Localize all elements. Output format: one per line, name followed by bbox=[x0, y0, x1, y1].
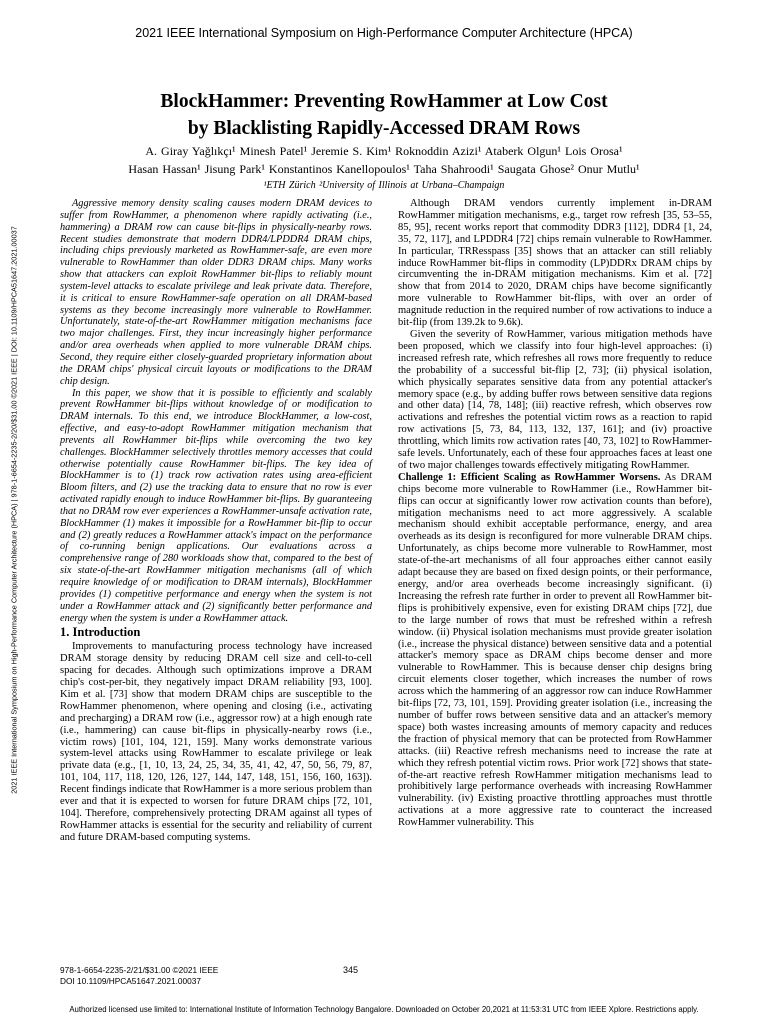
license-notice: Authorized licensed use limited to: International Institute of Information Technology Bangalore. Downloaded on October 20,2021 at 11:53:31 UTC from IEEE Xplore. Restrictions apply. bbox=[69, 1005, 699, 1014]
doi-sidebar bbox=[4, 140, 24, 880]
page-number: 345 bbox=[343, 965, 359, 975]
right-paragraph-2: Given the severity of RowHammer, various mitigation methods have been proposed, which we classify into four high-level approaches: (i) increased refresh rate, which refreshes all rows more frequently to reduce the probability of a successful bit-flip [2, 73]; (ii) physical isolation, which physically separates sensitive data from any potential attacker's memory space (e.g., by adding buffer rows between sensitive data regions and other data) [14, 78, 148]; (iii) reactive refresh, which observes row activations and refreshes the potential victim rows as a reaction to rapid row activations [5, 73, 84, 113, 132, 137, 161]; and (iv) proactive throttling, which limits row activation rates [40, 73, 102] to RowHammer-safe levels. Unfortunately, each of these four approaches faces at least one of two major challenges towards effectively mitigating RowHammer. bbox=[398, 328, 712, 471]
right-paragraph-1: Although DRAM vendors currently implement in-DRAM RowHammer mitigation mechanisms, e.g., target row refresh [35, 53–55, 85, 95], recent works report that commodity DDR3 [112], DDR4 [1, 24, 35, 72, 117], and LPDDR4 [72] chips remain vulnerable to RowHammer. In particular, TRResspass [35] shows that an attacker can still reliably induce RowHammer bit-flips in commodity (LP)DDRx DRAM chips by circumventing the in-DRAM mitigation mechanisms. Kim et al. [72] show that from 2014 to 2020, DRAM chips have become significantly more vulnerable to RowHammer bit-flips, with over an order of magnitude reduction in the required number of row activations to induce a bit-flip (from 139.2k to 9.6k). bbox=[398, 198, 712, 329]
doi-sidebar-text: 2021 IEEE International Symposium on High-Performance Computer Architecture (HPCA) | 978-1-6654-2235-2/20/$31.00 ©2021 IEEE | DOI: 10.1109/HPCA51647.2021.00037 bbox=[9, 226, 19, 794]
abstract-paragraph-1: Aggressive memory density scaling causes modern DRAM devices to suffer from RowHammer, a phenomenon where rapidly activating (i.e., hammering) a DRAM row can cause bit-flips in physically-nearby rows. Recent studies demonstrate that modern DDR4/LPDDR4 DRAM chips, including chips previously marketed as RowHammer-safe, are even more vulnerable to RowHammer than older DDR3 DRAM chips. Many works show that attackers can exploit RowHammer bit-flips to reliably mount system-level attacks to escalate privilege and leak private data. Therefore, it is critical to ensure RowHammer-safe operation on all DRAM-based systems as they become increasingly more vulnerable to RowHammer. Unfortunately, state-of-the-art RowHammer mitigation mechanisms face two major challenges. First, they incur increasingly higher performance and/or area overheads when applied to more vulnerable DRAM chips. Second, they require either closely-guarded proprietary information about the DRAM chips' physical circuit layouts or modifications to the DRAM chip design. bbox=[60, 198, 372, 387]
left-column bbox=[60, 198, 372, 844]
footer-copyright bbox=[60, 965, 218, 987]
footer-isbn: 978-1-6654-2235-2/21/$31.00 ©2021 IEEE bbox=[60, 965, 219, 975]
challenge-1-text: As DRAM chips become more vulnerable to RowHammer (i.e., RowHammer bit-flips can occur at significantly lower row activation counts than before), mitigation mechanisms need to act more aggressively. A scalable mechanism should exhibit acceptable performance, energy, and area overheads as its design is reconfigured for more vulnerable DRAM chips. Unfortunately, as chips become more vulnerable to RowHammer, most state-of-the-art mechanisms of all four approaches either cannot easily adapt because they are based on fixed design points, or their performance, energy, and/or area overheads become increasingly significant. (i) Increasing the refresh rate further in order to prevent all RowHammer bit-flips is prohibitively expensive, even for existing DRAM chips [72], due to the large number of rows that must be refreshed within a refresh window. (ii) Physical isolation mechanisms must provide greater isolation (i.e., increase the physical distance) between sensitive data and a potential attacker's memory space as DRAM chips become denser and more vulnerable to RowHammer. This is because denser chip designs bring circuit elements closer together, which increases the number of rows across which the hammering of an aggressor row can induce RowHammer bit-flips [72, 73, 101, 159]. Providing greater isolation (i.e., increasing the number of buffer rows between sensitive data and an attacker's memory space) both wastes increasing amounts of memory capacity and reduces the fraction of physical memory that can be protected from RowHammer attacks. (iii) Reactive refresh mechanisms need to increase the rate at which they refresh potential victim rows. Prior work [72] shows that state-of-the-art reactive refresh RowHammer mitigation mechanisms lead to prohibitively large performance overheads with increasing RowHammer vulnerability. (iv) Existing proactive throttling approaches must throttle activations at a more aggressive rate to counteract the increased RowHammer vulnerability. This bbox=[398, 471, 712, 829]
right-column bbox=[398, 198, 712, 829]
challenge-1-paragraph bbox=[398, 472, 712, 829]
introduction-heading: 1. Introduction bbox=[60, 625, 141, 640]
title-line-2: by Blacklisting Rapidly-Accessed DRAM Rows bbox=[187, 118, 581, 139]
challenge-1-label: Challenge 1: Efficient Scaling as RowHammer Worsens. bbox=[398, 471, 661, 483]
authors-line-1: A. Giray Yağlıkçı¹ Minesh Patel¹ Jeremie S. Kim¹ Roknoddin Azizi¹ Ataberk Olgun¹ Lois Orosa¹ bbox=[145, 144, 623, 158]
affiliations: ¹ETH Zürich ²University of Illinois at Urbana–Champaign bbox=[263, 180, 505, 191]
authors-line-2: Hasan Hassan¹ Jisung Park¹ Konstantinos Kanellopoulos¹ Taha Shahroodi¹ Saugata Ghose² Onur Mutlu¹ bbox=[128, 162, 640, 176]
introduction-paragraph-1: Improvements to manufacturing process technology have increased DRAM storage density by reducing DRAM cell size and cell-to-cell spacing for decades. Although such optimizations improve a DRAM chip's cost-per-bit, they negatively impact DRAM reliability [93, 100]. Kim et al. [73] show that modern DRAM chips are susceptible to the RowHammer phenomenon, where opening and closing (i.e., activating and precharging) a DRAM row (i.e., aggressor row) at a high enough rate (i.e., hammering) can cause bit-flips in physically-nearby rows (i.e., victim rows) [101, 104, 121, 159]. Many works demonstrate various system-level attacks using RowHammer to escalate privilege or leak private data (e.g., [1, 10, 13, 24, 25, 34, 35, 41, 42, 47, 50, 56, 79, 87, 101, 104, 117, 118, 120, 126, 127, 144, 147, 148, 151, 156, 160, 163]). Recent findings indicate that RowHammer is a more serious problem than ever and that it is expected to worsen for future DRAM chips [72, 101, 104]. Therefore, comprehensively protecting DRAM against all types of RowHammer attacks is essential for the security and reliability of current and future DRAM-based computing systems. bbox=[60, 641, 372, 843]
conference-header: 2021 IEEE International Symposium on High-Performance Computer Architecture (HPCA) bbox=[135, 26, 633, 40]
paper-title bbox=[0, 88, 768, 142]
abstract bbox=[60, 198, 372, 624]
footer-doi: DOI 10.1109/HPCA51647.2021.00037 bbox=[60, 976, 201, 986]
title-line-1: BlockHammer: Preventing RowHammer at Low Cost bbox=[160, 91, 608, 112]
author-block bbox=[0, 142, 768, 195]
abstract-paragraph-2: In this paper, we show that it is possible to efficiently and scalably prevent RowHammer bit-flips without knowledge of or modification to DRAM internals. To this end, we introduce BlockHammer, a low-cost, effective, and easy-to-adopt RowHammer mitigation mechanism that prevents all RowHammer bit-flips while overcoming the two key challenges. BlockHammer selectively throttles memory accesses that could otherwise potentially cause RowHammer bit-flips. The key idea of BlockHammer is to (1) track row activation rates using area-efficient Bloom filters, and (2) use the tracking data to ensure that no row is ever activated rapidly enough to induce RowHammer bit-flips. By guaranteeing that no DRAM row ever experiences a RowHammer-unsafe activation rate, BlockHammer (1) makes it impossible for a RowHammer bit-flip to occur and (2) greatly reduces a RowHammer attack's impact on the performance of co-running benign applications. Our evaluations across a comprehensive range of 280 workloads show that, compared to the best of six state-of-the-art RowHammer mitigation mechanisms (all of which require knowledge of or modification to DRAM internals), BlockHammer provides (1) competitive performance and energy when the system is not under a RowHammer attack and (2) significantly better performance and energy when the system is under a RowHammer attack. bbox=[60, 387, 372, 624]
